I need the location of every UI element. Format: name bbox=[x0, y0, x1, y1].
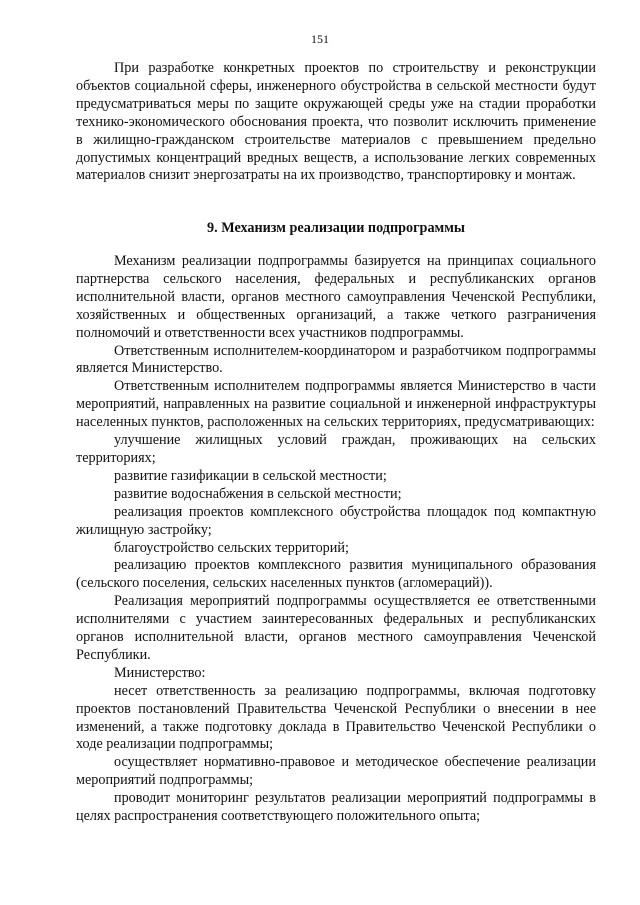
paragraph-executor: Ответственным исполнителем подпрограммы является Министерство в части мероприятий, направленных на развитие социальной и инженерной инфраструктуры населенных пунктов, расположенных на сельских территориях, предусматривающих: bbox=[76, 378, 596, 431]
paragraph-ministry-label: Министерство: bbox=[114, 664, 206, 681]
section-heading: 9. Механизм реализации подпрограммы bbox=[207, 220, 465, 236]
duty-responsibility: несет ответственность за реализацию подпрограммы, включая подготовку проектов постановлений Правительства Чеченской Республики о внесении в нее изменений, а также подготовку доклада в Правительство Чеченской Республики о ходе реализации подпрограммы; bbox=[76, 682, 596, 753]
intro-text-block bbox=[76, 60, 596, 185]
duty-regulatory-support: осуществляет нормативно-правовое и методическое обеспечение реализации мероприятий подпрограммы; bbox=[76, 754, 596, 789]
list-item-integrated-development: реализацию проектов комплексного развития муниципального образования (сельского поселения, сельских населенных пунктов (агломераций)). bbox=[76, 557, 596, 592]
list-item-housing: улучшение жилищных условий граждан, проживающих на сельских территориях; bbox=[76, 432, 596, 466]
list-item-compact-development: реализация проектов комплексного обустройства площадок под компактную жилищную застройку; bbox=[76, 503, 596, 538]
list-item-gasification: развитие газификации в сельской местности; bbox=[114, 467, 387, 484]
section-9-block bbox=[76, 220, 596, 238]
intro-paragraph: При разработке конкретных проектов по строительству и реконструкции объектов социальной сферы, инженерного обустройства в сельской местности будут предусматриваться меры по защите окружающей среды уже на стадии проработки технико-экономического обоснования проекта, что позволит исключить применение в жилищно-гражданском строительстве материалов с превышением предельно допустимых концентраций вредных веществ, а использование легких современных материалов снизит энергозатраты на их производство, транспортировку и монтаж. bbox=[76, 60, 596, 184]
section-body bbox=[76, 253, 596, 826]
list-item-landscaping: благоустройство сельских территорий; bbox=[114, 539, 349, 556]
paragraph-coordinator: Ответственным исполнителем-координатором и разработчиком подпрограммы является Министерство. bbox=[76, 342, 596, 377]
paragraph-mechanism: Механизм реализации подпрограммы базируется на принципах социального партнерства сельского населения, федеральных и республиканских органов исполнительной власти, органов местного самоуправления Чеченской Республики, хозяйственных и общественных организаций, а также четкого разграничения полномочий и ответственности всех участников подпрограммы. bbox=[76, 253, 596, 341]
page-number: 151 bbox=[311, 32, 329, 46]
list-item-water-supply: развитие водоснабжения в сельской местности; bbox=[114, 485, 402, 502]
duty-monitoring: проводит мониторинг результатов реализации мероприятий подпрограммы в целях распространения соответствующего положительного опыта; bbox=[76, 790, 596, 825]
paragraph-implementation: Реализация мероприятий подпрограммы осуществляется ее ответственными исполнителями с участием заинтересованных федеральных и республиканских органов исполнительной власти, органов местного самоуправления Чеченской Республики. bbox=[76, 593, 596, 663]
